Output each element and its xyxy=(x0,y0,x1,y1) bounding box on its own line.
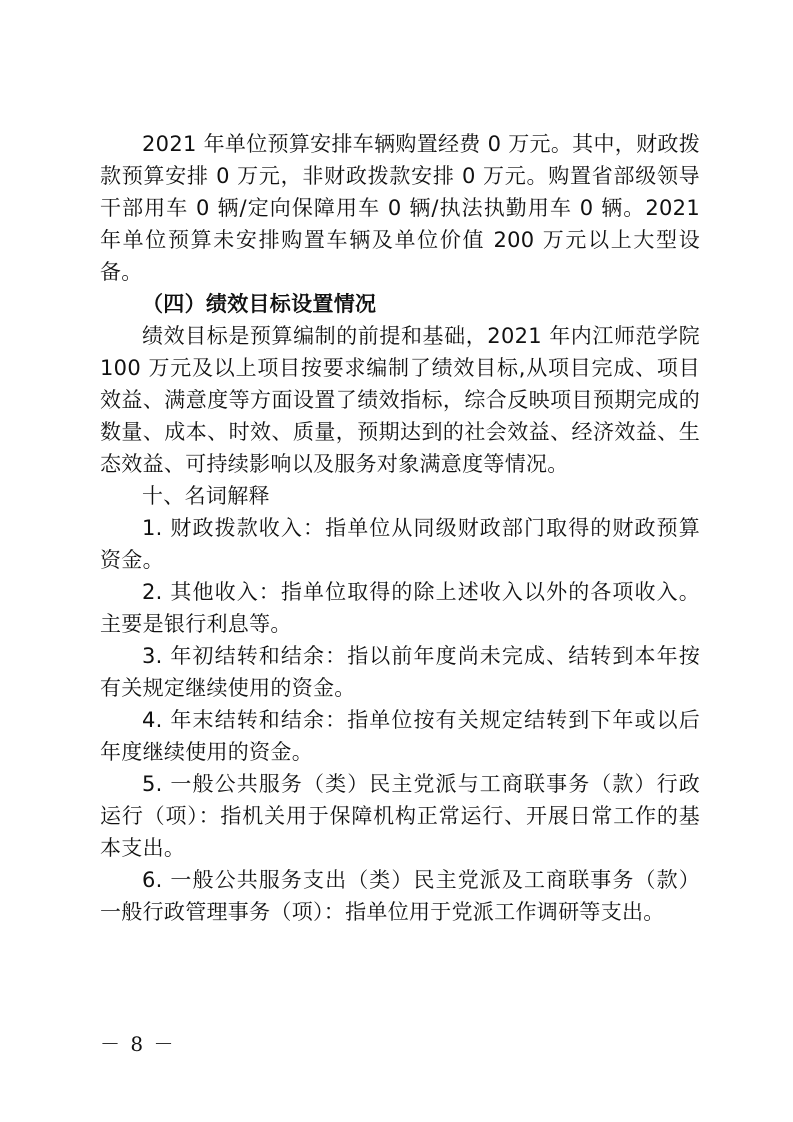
glossary-item-5: 5. 一般公共服务（类）民主党派与工商联事务（款）行政运行（项）：指机关用于保障机构正常运行、开展日常工作的基本支出。 xyxy=(100,772,700,860)
glossary-item-2: 2. 其他收入：指单位取得的除上述收入以外的各项收入。主要是银行利息等。 xyxy=(100,580,700,636)
glossary-item-1: 1. 财政拨款收入：指单位从同级财政部门取得的财政预算资金。 xyxy=(100,516,700,572)
glossary-item-3: 3. 年初结转和结余：指以前年度尚未完成、结转到本年按有关规定继续使用的资金。 xyxy=(100,644,700,700)
paragraph-vehicle-purchase: 2021 年单位预算安排车辆购置经费 0 万元。其中，财政拨款预算安排 0 万元，非财政拨款安排 0 万元。购置省部级领导干部用车 0 辆/定向保障用车 0 辆/执法执勤用车 0 辆。2021 年单位预算未安排购置车辆及单位价值 200 万元以上大型设备。 xyxy=(100,132,700,284)
section-heading-glossary: 十、名词解释 xyxy=(142,484,270,508)
glossary-item-4: 4. 年末结转和结余：指单位按有关规定结转到下年或以后年度继续使用的资金。 xyxy=(100,708,700,764)
paragraph-performance-goals: 绩效目标是预算编制的前提和基础，2021 年内江师范学院 100 万元及以上项目按要求编制了绩效目标,从项目完成、项目效益、满意度等方面设置了绩效指标，综合反映项目预期完成的数量、成本、时效、质量，预期达到的社会效益、经济效益、生态效益、可持续影响以及服务对象满意度等情况。 xyxy=(100,324,700,476)
document-body xyxy=(100,128,700,928)
section-heading-performance-goals: （四）绩效目标设置情况 xyxy=(142,292,377,316)
page-number: － 8 － xyxy=(100,1032,176,1056)
glossary-item-6: 6. 一般公共服务支出（类）民主党派及工商联事务（款）一般行政管理事务（项）：指单位用于党派工作调研等支出。 xyxy=(100,868,700,924)
